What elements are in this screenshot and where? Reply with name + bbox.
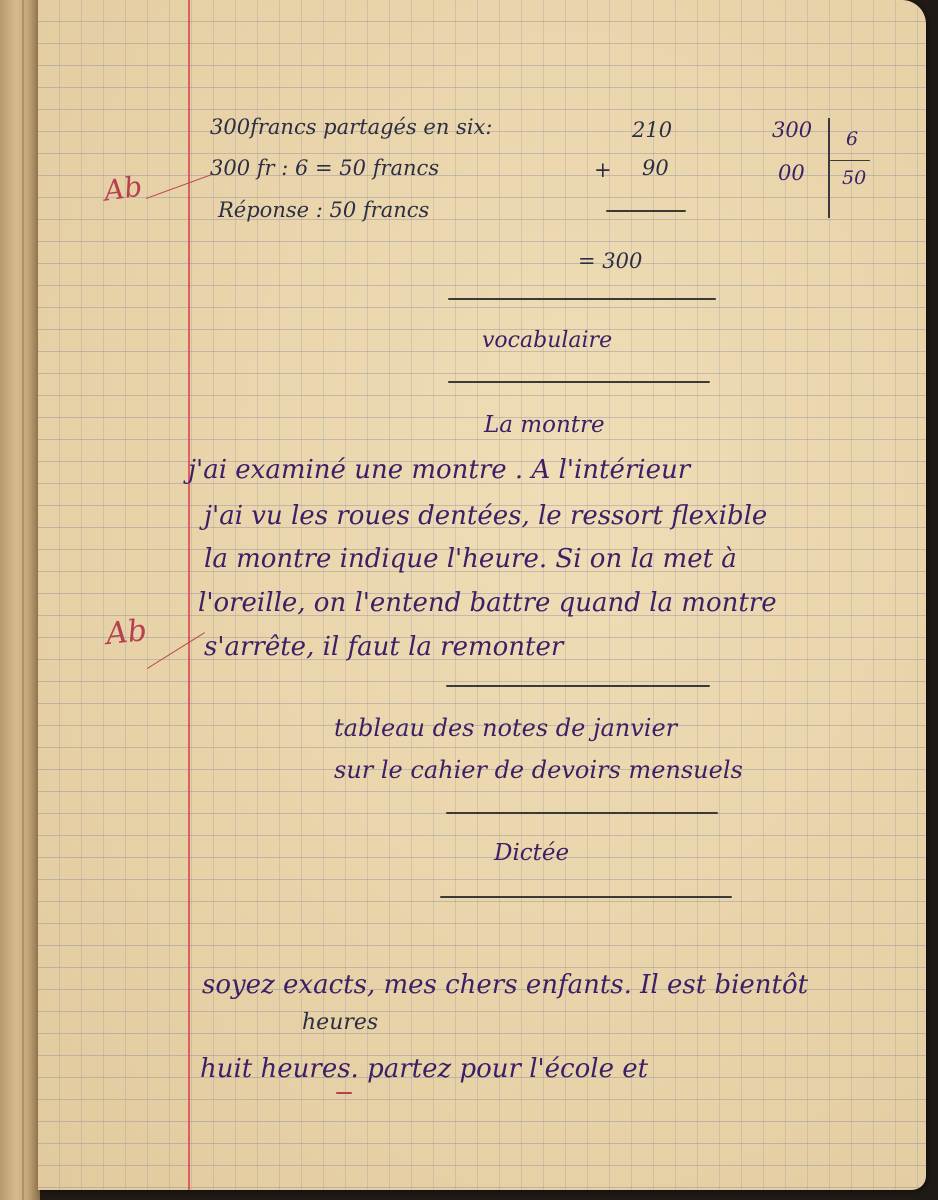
arith-line-2: 300 fr : 6 = 50 francs: [210, 156, 440, 180]
section-divider-4: [446, 812, 718, 814]
notes-line-2: sur le cahier de devoirs mensuels: [334, 756, 743, 784]
notes-line-1: tableau des notes de janvier: [334, 714, 678, 742]
vocab-line-2: j'ai vu les roues dentées, le ressort flexible: [204, 501, 768, 531]
notebook-spine: [0, 0, 40, 1200]
division-dividend: 300: [772, 118, 813, 142]
dictee-line-1: soyez exacts, mes chers enfants. Il est bientôt: [202, 970, 809, 1000]
arith-line-1: 300francs partagés en six:: [210, 115, 493, 139]
dictee-line-2: huit heures. partez pour l'école et: [200, 1054, 649, 1084]
notebook-page: [38, 0, 926, 1190]
section-divider-5: [440, 896, 732, 898]
division-divisor: 6: [846, 128, 859, 150]
dictee-heading: Dictée: [494, 840, 570, 866]
vocab-heading: vocabulaire: [482, 328, 613, 353]
vocab-line-1: j'ai examiné une montre . A l'intérieur: [188, 455, 691, 485]
dictee-correction: heures: [302, 1010, 379, 1035]
section-divider-1: [448, 298, 716, 300]
grade-mark-2-stroke: [147, 632, 205, 669]
vocab-line-3: la montre indique l'heure. Si on la met à: [204, 544, 737, 574]
addition-sum: = 300: [578, 249, 643, 273]
addition-plus: +: [594, 158, 612, 182]
grade-mark-1-stroke: [146, 174, 212, 199]
addition-term-2: 90: [642, 156, 669, 180]
division-quotient: 50: [842, 167, 867, 189]
margin-line: [188, 0, 190, 1190]
section-divider-3: [446, 685, 710, 687]
arith-line-3: Réponse : 50 francs: [218, 198, 430, 222]
division-remainder: 00: [778, 161, 805, 185]
vocab-title: La montre: [484, 412, 605, 438]
vocab-line-4: l'oreille, on l'entend battre quand la montre: [198, 588, 777, 618]
division-quotient-rule: [830, 160, 870, 161]
division-bar: [828, 118, 830, 218]
section-divider-2: [448, 381, 710, 383]
addition-term-1: 210: [632, 118, 673, 142]
vocab-line-5: s'arrête, il faut la remonter: [204, 632, 564, 662]
grade-mark-1: Ab: [101, 169, 145, 208]
addition-rule: [606, 210, 686, 212]
grade-mark-2: Ab: [104, 612, 149, 653]
correction-underline: [336, 1092, 352, 1094]
